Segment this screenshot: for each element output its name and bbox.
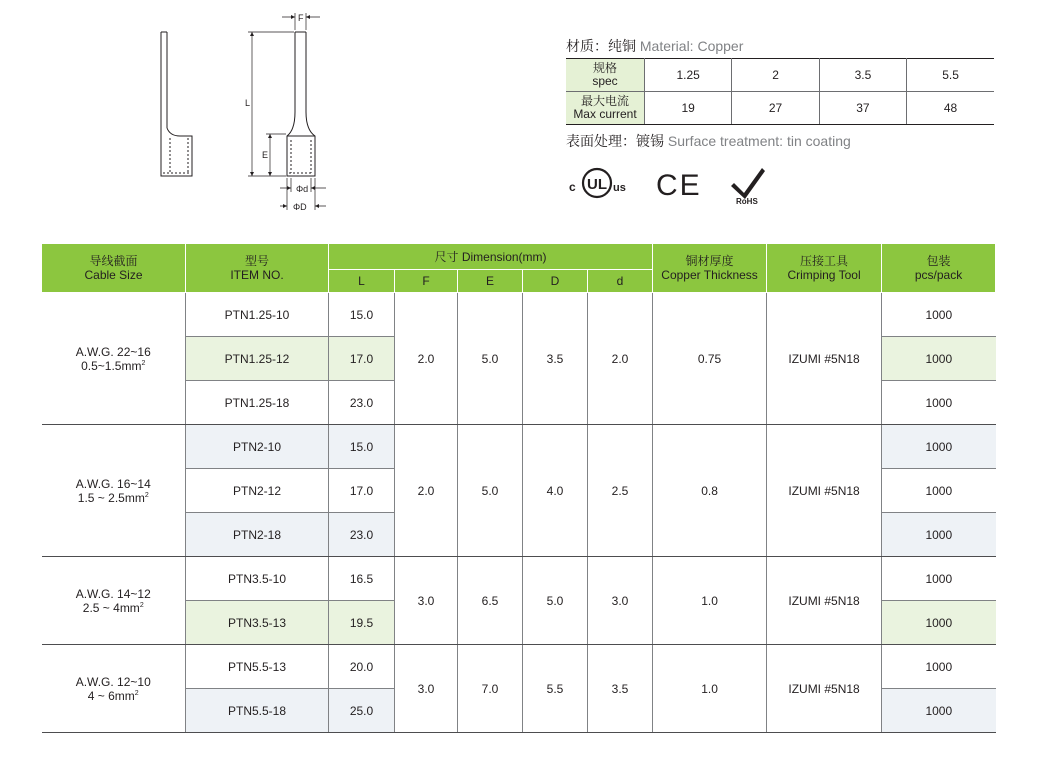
spec-row (566, 59, 994, 92)
item-no-cell: PTN3.5-13 (186, 601, 329, 645)
col-header-f: F (395, 270, 458, 293)
e-cell: 5.0 (458, 293, 523, 425)
ul-logo (569, 169, 626, 197)
pack-cell: 1000 (882, 337, 996, 381)
l-cell: 25.0 (329, 689, 395, 733)
spec-label-en: spec (592, 74, 618, 88)
l-cell: 16.5 (329, 557, 395, 601)
surface-line (566, 131, 994, 151)
pack-cell: 1000 (882, 513, 996, 557)
pack-cell: 1000 (882, 645, 996, 689)
table-row (42, 425, 996, 469)
dim-label-l: L (244, 98, 250, 108)
pack-cell: 1000 (882, 557, 996, 601)
spec-label-cn: 规格 (592, 61, 617, 75)
current-row (566, 92, 994, 125)
col-header-copper-thickness: 铜材厚度 Copper Thickness (653, 244, 767, 293)
small-d-cell: 3.0 (588, 557, 653, 645)
cable-size-cell: A.W.G. 12~10 4 ~ $6mm^2$ (42, 645, 186, 733)
table-group (42, 425, 996, 557)
small-d-cell: 3.5 (588, 645, 653, 733)
cable-size-cell: A.W.G. 16~14 1.5 ~ $2.5mm^2$ (42, 425, 186, 557)
big-d-cell: 3.5 (523, 293, 588, 425)
item-no-cell: PTN3.5-10 (186, 557, 329, 601)
small-d-cell: 2.5 (588, 425, 653, 557)
table-row (42, 557, 996, 601)
item-no-cell: PTN1.25-18 (186, 381, 329, 425)
current-value: 48 (907, 92, 994, 125)
table-row (42, 293, 996, 337)
cable-size-cell: A.W.G. 14~12 2.5 ~ $4mm^2$ (42, 557, 186, 645)
surface-en: Surface treatment: tin coating (667, 133, 851, 149)
dim-label-big-d: ΦD (293, 202, 307, 212)
item-no-cell: PTN5.5-13 (186, 645, 329, 689)
e-cell: 6.5 (458, 557, 523, 645)
dim-label-small-d: Φd (296, 184, 309, 194)
current-label-cn: 最大电流 (580, 94, 629, 108)
col-header-item-no: 型号 ITEM NO. (186, 244, 329, 293)
product-spec-table (41, 243, 996, 733)
spec-row-label (566, 59, 645, 92)
item-no-cell: PTN1.25-10 (186, 293, 329, 337)
terminal-technical-drawing (150, 8, 350, 218)
table-row (42, 645, 996, 689)
spec-value: 1.25 (645, 59, 732, 92)
tool-cell: IZUMI #5N18 (767, 425, 882, 557)
item-no-cell: PTN2-10 (186, 425, 329, 469)
col-header-crimping-tool: 压接工具 Crimping Tool (767, 244, 882, 293)
pack-cell: 1000 (882, 601, 996, 645)
big-d-cell: 5.0 (523, 557, 588, 645)
cable-size-cell: A.W.G. 22~16 $0.5\sim 1.5mm^2$ (42, 293, 186, 425)
pack-cell: 1000 (882, 381, 996, 425)
dim-label-e: E (261, 150, 268, 160)
e-cell: 5.0 (458, 425, 523, 557)
material-line (566, 36, 994, 56)
spec-value: 3.5 (819, 59, 906, 92)
col-header-e: E (458, 270, 523, 293)
f-cell: 2.0 (395, 425, 458, 557)
col-header-l: L (329, 270, 395, 293)
tool-cell: IZUMI #5N18 (767, 293, 882, 425)
big-d-cell: 4.0 (523, 425, 588, 557)
surface-cn: 表面处理：镀锡 (566, 133, 664, 149)
l-cell: 23.0 (329, 381, 395, 425)
current-value: 27 (732, 92, 819, 125)
specification-block (566, 36, 994, 151)
item-no-cell: PTN5.5-18 (186, 689, 329, 733)
col-header-pack: 包装 pcs/pack (882, 244, 996, 293)
l-cell: 17.0 (329, 469, 395, 513)
current-value: 37 (819, 92, 906, 125)
l-cell: 17.0 (329, 337, 395, 381)
col-header-small-d: d (588, 270, 653, 293)
l-cell: 20.0 (329, 645, 395, 689)
col-header-dimension: 尺寸 Dimension(mm) (329, 244, 653, 270)
tool-cell: IZUMI #5N18 (767, 645, 882, 733)
tool-cell: IZUMI #5N18 (767, 557, 882, 645)
spec-value: 5.5 (907, 59, 994, 92)
current-value: 19 (645, 92, 732, 125)
svg-text:UL: UL (587, 176, 607, 193)
col-header-big-d: D (523, 270, 588, 293)
material-en: Material: Copper (639, 38, 744, 54)
svg-text:c: c (569, 180, 576, 194)
current-rating-table (566, 58, 994, 125)
l-cell: 15.0 (329, 425, 395, 469)
thickness-cell: 1.0 (653, 645, 767, 733)
l-cell: 19.5 (329, 601, 395, 645)
dim-label-f: F (298, 13, 304, 23)
l-cell: 15.0 (329, 293, 395, 337)
table-group (42, 293, 996, 425)
item-no-cell: PTN1.25-12 (186, 337, 329, 381)
certification-logos (566, 166, 786, 210)
table-group (42, 645, 996, 733)
item-no-cell: PTN2-18 (186, 513, 329, 557)
l-cell: 23.0 (329, 513, 395, 557)
svg-text:us: us (613, 182, 626, 194)
pack-cell: 1000 (882, 425, 996, 469)
thickness-cell: 0.8 (653, 425, 767, 557)
e-cell: 7.0 (458, 645, 523, 733)
svg-text:RoHS: RoHS (736, 197, 758, 206)
current-label-en: Max current (573, 107, 637, 121)
big-d-cell: 5.5 (523, 645, 588, 733)
item-no-cell: PTN2-12 (186, 469, 329, 513)
pack-cell: 1000 (882, 469, 996, 513)
spec-value: 2 (732, 59, 819, 92)
f-cell: 2.0 (395, 293, 458, 425)
rohs-logo (731, 168, 765, 206)
thickness-cell: 0.75 (653, 293, 767, 425)
f-cell: 3.0 (395, 645, 458, 733)
material-cn: 材质：纯铜 (566, 38, 636, 54)
pack-cell: 1000 (882, 293, 996, 337)
current-row-label (566, 92, 645, 125)
ce-logo: CE (656, 169, 702, 202)
f-cell: 3.0 (395, 557, 458, 645)
col-header-cable-size: 导线截面 Cable Size (42, 244, 186, 293)
table-group (42, 557, 996, 645)
small-d-cell: 2.0 (588, 293, 653, 425)
pack-cell: 1000 (882, 689, 996, 733)
thickness-cell: 1.0 (653, 557, 767, 645)
